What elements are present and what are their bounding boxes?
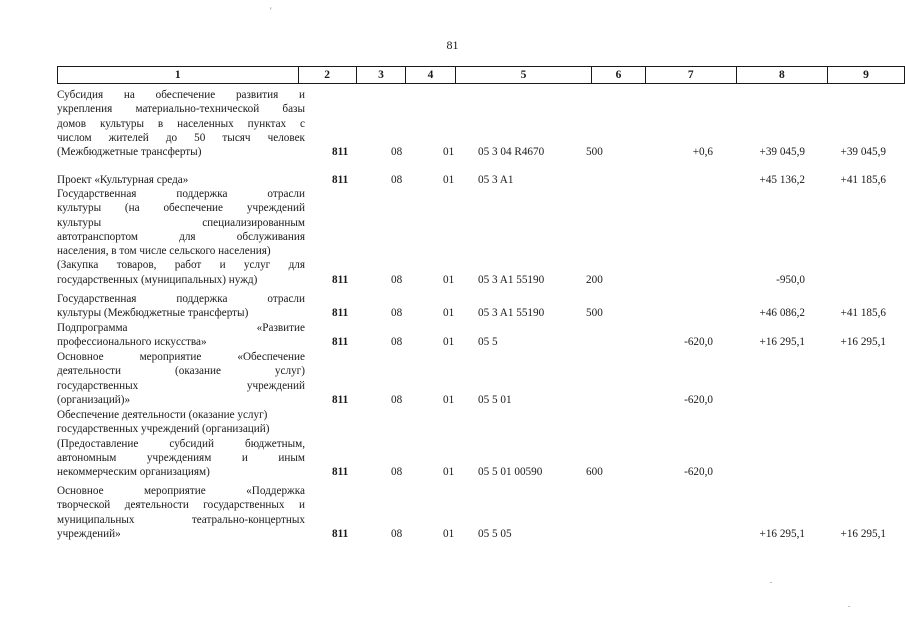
cell-col-9: +41 185,6: [840, 174, 886, 186]
cell-col-2: 811: [332, 174, 349, 186]
cell-col-4: 01: [443, 466, 455, 479]
header-col-8: 8: [736, 67, 827, 84]
cell-col-8: +45 136,2: [759, 174, 805, 186]
cell-col-7: -620,0: [684, 336, 713, 349]
description-line: автотранспортом для обслуживания: [57, 230, 305, 243]
row-description: [57, 321, 305, 350]
cell-col-5: 05 5 05: [478, 527, 512, 540]
cell-col-6: 500: [586, 307, 603, 320]
page-number: 81: [446, 38, 459, 52]
header-col-6: 6: [592, 67, 645, 84]
cell-col-5: 05 5 01: [478, 393, 512, 406]
cell-col-5: 05 5 01 00590: [478, 466, 543, 479]
cell-col-2: 811: [332, 146, 349, 159]
description-line: (Межбюджетные трансферты): [57, 146, 202, 159]
cell-col-5: 05 3 A1 55190: [478, 307, 545, 320]
description-line: (Предоставление субсидий бюджетным,: [57, 437, 305, 450]
description-line: творческой деятельности государственных и: [57, 499, 305, 512]
cell-col-9: +16 295,1: [840, 336, 886, 349]
description-line: культуры (Межбюджетные трансферты): [57, 307, 249, 320]
description-line: профессионального искусства»: [57, 336, 207, 349]
cell-col-3: 08: [391, 336, 403, 349]
cell-col-4: 01: [443, 146, 455, 159]
cell-col-3: 08: [391, 527, 403, 540]
row-description: [57, 187, 305, 287]
cell-col-5: 05 3 A1: [478, 174, 514, 186]
cell-col-4: 01: [443, 273, 455, 286]
row-description: [57, 173, 305, 187]
cell-col-3: 08: [391, 174, 403, 186]
cell-col-5: 05 3 A1 55190: [478, 273, 545, 286]
description-line: населения, в том числе сельского населения): [57, 245, 271, 258]
cell-col-8: +16 295,1: [759, 527, 805, 540]
description-line: (Закупка товаров, работ и услуг для: [57, 259, 305, 272]
cell-col-3: 08: [391, 307, 403, 320]
cell-col-2: 811: [332, 393, 349, 406]
cell-col-4: 01: [443, 527, 455, 540]
cell-col-7: -620,0: [684, 393, 713, 406]
cell-col-8: +46 086,2: [759, 307, 805, 320]
cell-col-9: +39 045,9: [840, 146, 886, 159]
description-line: Основное мероприятие «Поддержка: [57, 485, 305, 497]
cell-col-4: 01: [443, 307, 455, 320]
description-line: государственных учреждений (организаций): [57, 423, 270, 436]
cell-col-2: 811: [332, 336, 349, 349]
cell-col-8: -950,0: [776, 273, 805, 286]
scan-speck: [848, 606, 850, 607]
cell-col-9: +41 185,6: [840, 307, 886, 320]
description-line: Обеспечение деятельности (оказание услуг): [57, 409, 268, 421]
header-col-9: 9: [827, 67, 904, 84]
description-line: государственных (муниципальных) нужд): [57, 273, 258, 286]
description-line: укрепления материально-технической базы: [57, 103, 305, 116]
cell-col-9: +16 295,1: [840, 527, 886, 540]
description-line: некоммерческим организациям): [57, 466, 210, 479]
header-col-4: 4: [406, 67, 456, 84]
row-description: [57, 292, 305, 321]
description-line: домов культуры в населенных пунктах с: [57, 117, 305, 130]
header-col-1: 1: [58, 67, 299, 84]
description-line: муниципальных театрально-концертных: [57, 513, 305, 526]
cell-col-2: 811: [332, 307, 349, 320]
cell-col-6: 500: [586, 146, 603, 159]
description-line: Основное мероприятие «Обеспечение: [57, 351, 305, 363]
cell-col-5: 05 5: [478, 336, 498, 349]
cell-col-2: 811: [332, 466, 349, 479]
description-line: Подпрограмма «Развитие: [57, 322, 305, 334]
row-description: [57, 88, 305, 159]
cell-col-3: 08: [391, 466, 403, 479]
description-line: Государственная поддержка отрасли: [57, 293, 305, 305]
cell-col-4: 01: [443, 393, 455, 406]
cell-col-8: +16 295,1: [759, 336, 805, 349]
cell-col-4: 01: [443, 174, 455, 186]
header-col-2: 2: [298, 67, 356, 84]
table-header: [57, 66, 905, 84]
cell-col-2: 811: [332, 527, 349, 540]
cell-col-2: 811: [332, 273, 349, 286]
description-line: числом жителей до 50 тысяч человек: [57, 131, 305, 144]
scan-mark: ': [270, 6, 272, 16]
header-col-7: 7: [645, 67, 736, 84]
cell-col-3: 08: [391, 393, 403, 406]
description-line: деятельности (оказание услуг): [57, 365, 305, 378]
description-line: (организаций)»: [57, 393, 131, 406]
description-line: Субсидия на обеспечение развития и: [57, 89, 305, 101]
cell-col-6: 200: [586, 273, 603, 286]
cell-col-7: +0,6: [692, 146, 713, 159]
cell-col-7: -620,0: [684, 466, 713, 479]
cell-col-8: +39 045,9: [759, 146, 805, 159]
header-col-3: 3: [356, 67, 406, 84]
description-line: учреждений»: [57, 527, 121, 540]
header-col-5: 5: [455, 67, 592, 84]
row-description: [57, 484, 305, 541]
cell-col-4: 01: [443, 336, 455, 349]
cell-col-6: 600: [586, 466, 603, 479]
cell-col-5: 05 3 04 R4670: [478, 146, 545, 159]
cell-col-3: 08: [391, 273, 403, 286]
description-line: автономным учреждениям и иным: [57, 451, 305, 464]
scan-speck: [770, 582, 772, 583]
cell-col-3: 08: [391, 146, 403, 159]
description-line: культуры (на обеспечение учреждений: [57, 202, 305, 215]
row-description: [57, 350, 305, 407]
description-line: Государственная поддержка отрасли: [57, 188, 305, 200]
description-line: государственных учреждений: [57, 379, 305, 392]
description-line: Проект «Культурная среда»: [57, 174, 189, 186]
description-line: культуры специализированным: [57, 216, 305, 229]
row-description: [57, 408, 305, 479]
